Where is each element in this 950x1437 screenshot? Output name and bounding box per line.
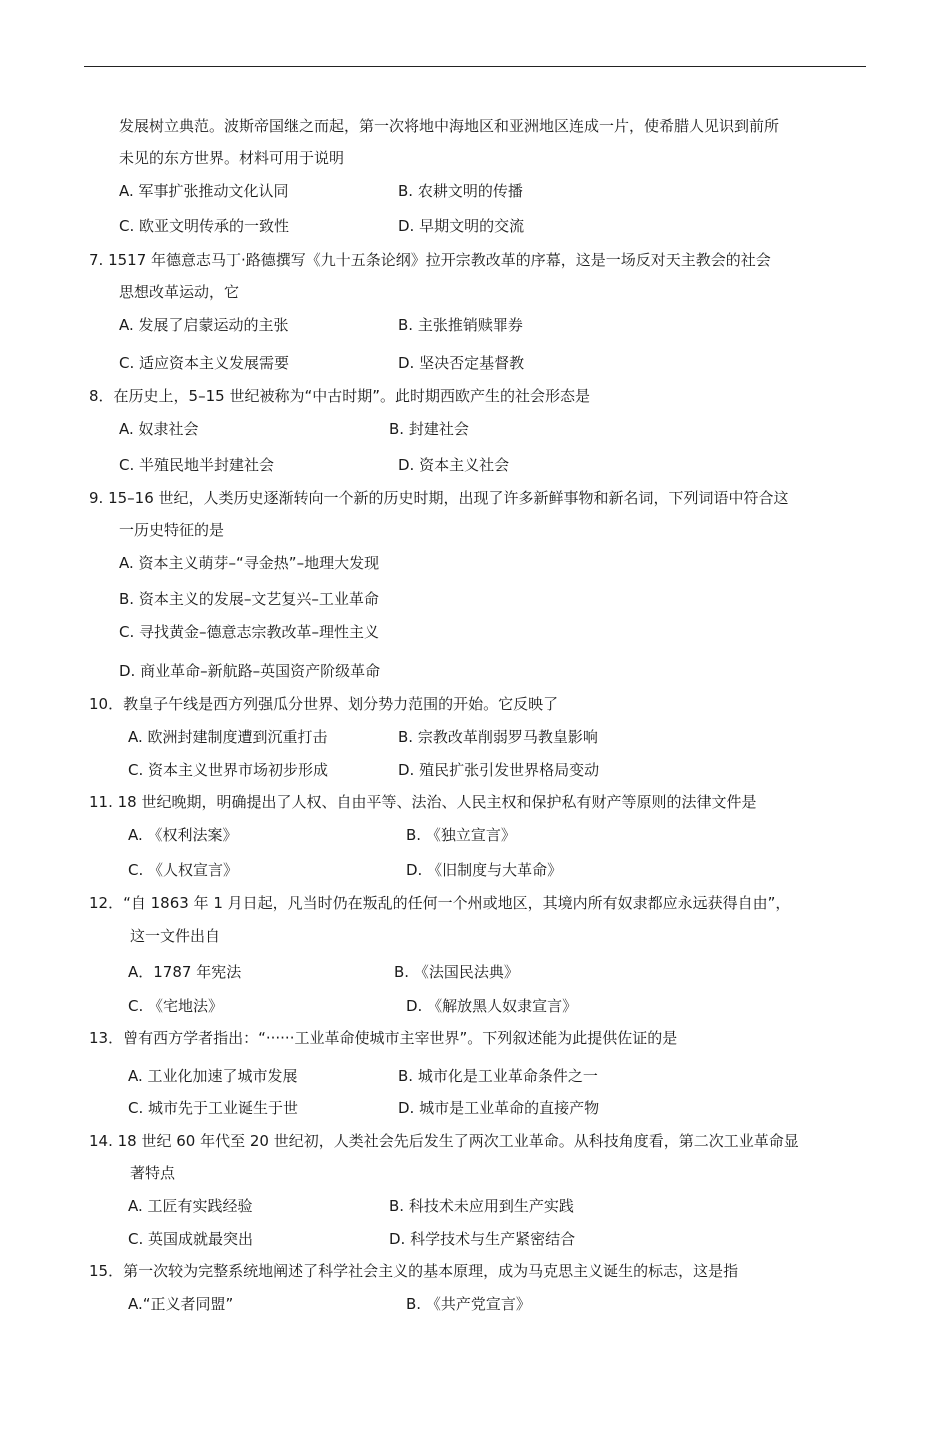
q8-option-d[interactable]: D. 资本主义社会 xyxy=(398,456,510,474)
q7-option-d[interactable]: D. 坚决否定基督教 xyxy=(398,354,525,372)
q7-stem-line-2: 思想改革运动，它 xyxy=(119,283,240,301)
q10-option-c[interactable]: C. 资本主义世界市场初步形成 xyxy=(128,761,329,779)
q13-stem: 13．曾有西方学者指出：“······工业革命使城市主宰世界”。下列叙述能为此提供佐证的是 xyxy=(89,1029,678,1047)
q14-option-c[interactable]: C. 英国成就最突出 xyxy=(128,1230,254,1248)
q9-option-a[interactable]: A. 资本主义萌芽–“寻金热”–地理大发现 xyxy=(119,554,380,572)
q6-option-a[interactable]: A. 军事扩张推动文化认同 xyxy=(119,182,289,200)
q12-stem-line-1: 12．“自 1863 年 1 月日起，凡当时仍在叛乱的任何一个州或地区，其境内所有奴隶都应永远获得自由”， xyxy=(89,894,791,912)
q7-option-c[interactable]: C. 适应资本主义发展需要 xyxy=(119,354,290,372)
q9-stem-line-1: 9. 15–16 世纪，人类历史逐渐转向一个新的历史时期，出现了许多新鲜事物和新名词，下列词语中符合这 xyxy=(89,489,789,507)
q14-option-d[interactable]: D. 科学技术与生产紧密结合 xyxy=(389,1230,576,1248)
q12-option-d[interactable]: D. 《解放黑人奴隶宣言》 xyxy=(406,997,578,1015)
q7-stem-line-1: 7. 1517 年德意志马丁·路德撰写《九十五条论纲》拉开宗教改革的序幕，这是一场反对天主教会的社会 xyxy=(89,251,771,269)
q12-option-c[interactable]: C. 《宅地法》 xyxy=(128,997,224,1015)
q13-option-b[interactable]: B. 城市化是工业革命条件之一 xyxy=(398,1067,598,1085)
q11-option-c[interactable]: C. 《人权宣言》 xyxy=(128,861,239,879)
q15-stem: 15．第一次较为完整系统地阐述了科学社会主义的基本原理，成为马克思主义诞生的标志，这是指 xyxy=(89,1262,739,1280)
q11-option-d[interactable]: D. 《旧制度与大革命》 xyxy=(406,861,563,879)
q12-stem-line-2: 这一文件出自 xyxy=(130,927,221,945)
q6-stem-line-2: 未见的东方世界。材料可用于说明 xyxy=(119,149,345,167)
q11-stem: 11. 18 世纪晚期，明确提出了人权、自由平等、法治、人民主权和保护私有财产等原则的法律文件是 xyxy=(89,793,757,811)
q8-option-a[interactable]: A. 奴隶社会 xyxy=(119,420,199,438)
q8-option-b[interactable]: B. 封建社会 xyxy=(389,420,469,438)
q14-stem-line-1: 14. 18 世纪 60 年代至 20 世纪初，人类社会先后发生了两次工业革命。从科技角度看，第二次工业革命显 xyxy=(89,1132,799,1150)
q15-option-a[interactable]: A.“正义者同盟” xyxy=(128,1295,234,1313)
q9-option-d[interactable]: D. 商业革命–新航路–英国资产阶级革命 xyxy=(119,662,381,680)
q14-option-b[interactable]: B. 科技术未应用到生产实践 xyxy=(389,1197,574,1215)
q7-option-a[interactable]: A. 发展了启蒙运动的主张 xyxy=(119,316,289,334)
q13-option-c[interactable]: C. 城市先于工业诞生于世 xyxy=(128,1099,299,1117)
header-rule xyxy=(84,66,866,67)
q15-option-b[interactable]: B. 《共产党宣言》 xyxy=(406,1295,531,1313)
q14-option-a[interactable]: A. 工匠有实践经验 xyxy=(128,1197,253,1215)
q12-option-b[interactable]: B. 《法国民法典》 xyxy=(394,963,519,981)
q14-stem-line-2: 著特点 xyxy=(130,1164,176,1182)
q11-option-b[interactable]: B. 《独立宣言》 xyxy=(406,826,516,844)
q12-option-a[interactable]: A．1787 年宪法 xyxy=(128,963,242,981)
q9-option-c[interactable]: C. 寻找黄金–德意志宗教改革–理性主义 xyxy=(119,623,380,641)
q6-option-b[interactable]: B. 农耕文明的传播 xyxy=(398,182,523,200)
q8-option-c[interactable]: C. 半殖民地半封建社会 xyxy=(119,456,275,474)
q7-option-b[interactable]: B. 主张推销赎罪券 xyxy=(398,316,523,334)
q6-option-c[interactable]: C. 欧亚文明传承的一致性 xyxy=(119,217,290,235)
q10-option-b[interactable]: B. 宗教改革削弱罗马教皇影响 xyxy=(398,728,598,746)
q10-option-a[interactable]: A. 欧洲封建制度遭到沉重打击 xyxy=(128,728,328,746)
q13-option-d[interactable]: D. 城市是工业革命的直接产物 xyxy=(398,1099,600,1117)
q13-option-a[interactable]: A. 工业化加速了城市发展 xyxy=(128,1067,298,1085)
q10-stem: 10．教皇子午线是西方列强瓜分世界、划分势力范围的开始。它反映了 xyxy=(89,695,559,713)
q9-option-b[interactable]: B. 资本主义的发展–文艺复兴–工业革命 xyxy=(119,590,379,608)
q10-option-d[interactable]: D. 殖民扩张引发世界格局变动 xyxy=(398,761,600,779)
q6-option-d[interactable]: D. 早期文明的交流 xyxy=(398,217,525,235)
q9-stem-line-2: 一历史特征的是 xyxy=(119,521,225,539)
q11-option-a[interactable]: A. 《权利法案》 xyxy=(128,826,238,844)
q8-stem: 8．在历史上，5–15 世纪被称为“中古时期”。此时期西欧产生的社会形态是 xyxy=(89,387,590,405)
q6-stem-line-1: 发展树立典范。波斯帝国继之而起，第一次将地中海地区和亚洲地区连成一片，使希腊人见识到前所 xyxy=(119,117,780,135)
